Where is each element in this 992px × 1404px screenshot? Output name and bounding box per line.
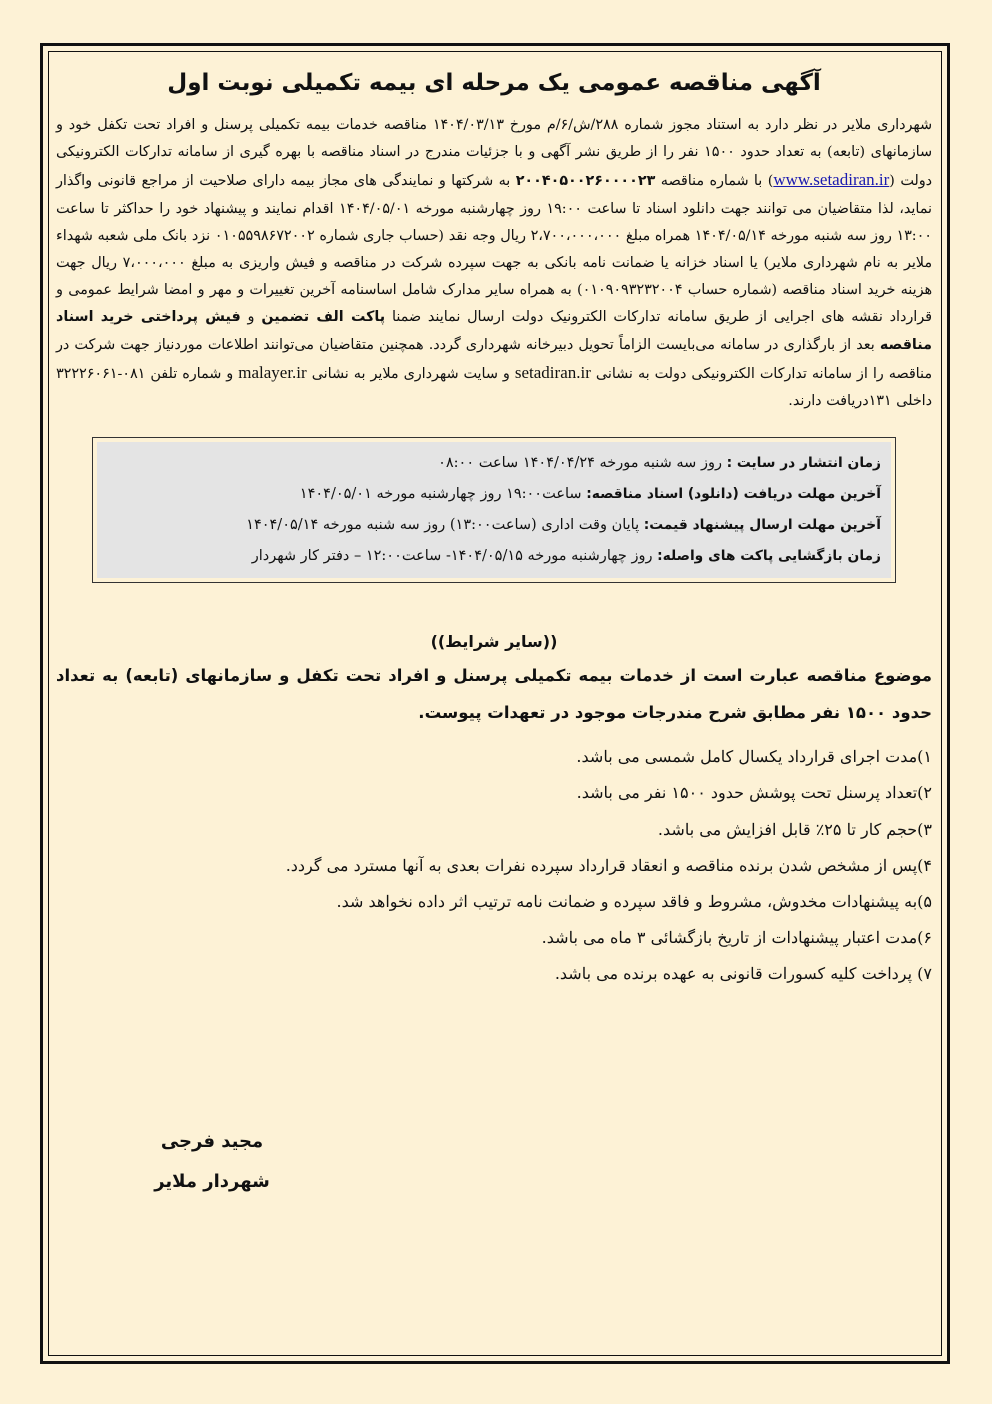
signatory-name: مجید فرجی (160, 1131, 264, 1152)
signature-block (142, 1122, 282, 1202)
schedule-opening (107, 541, 881, 572)
schedule-box (92, 437, 896, 583)
docs-deadline-value: ساعت۱۹:۰۰ روز چهارشنبه مورخه ۱۴۰۴/۰۵/۰۱ (299, 486, 587, 503)
notice-body (56, 112, 932, 415)
conditions-title: ((سایر شرایط)) (430, 632, 558, 652)
bid-deadline-value: پایان وقت اداری (ساعت۱۳:۰۰) روز سه شنبه مورخه ۱۴۰۴/۰۵/۱۴ (246, 517, 644, 534)
tender-subject: موضوع مناقصه عبارت است از خدمات بیمه تکمیلی پرسنل و افراد تحت تکفل و سازمانهای (تابعه) به تعداد حدود ۱۵۰۰ نفر مطابق شرح مندرجات موجود در تعهدات پیوست. (56, 666, 932, 723)
docs-deadline-label: آخرین مهلت دریافت (دانلود) اسناد مناقصه: (586, 486, 881, 503)
malayer-site: malayer.ir (238, 362, 307, 382)
conditions-list (56, 739, 932, 992)
setadiran-link[interactable]: www.setadiran.ir (773, 170, 890, 190)
signatory-position: شهردار ملایر (154, 1171, 270, 1192)
publish-value: روز سه شنبه مورخه ۱۴۰۴/۰۴/۲۴ ساعت ۰۸:۰۰ (438, 455, 727, 472)
packet-a-label: پاکت الف تضمین (261, 309, 386, 326)
body-text-3: به شرکتها و نمایندگی های مجاز بیمه دارای صلاحیت از مراجع قانونی واگذار نماید، لذا متقاضیان می توانند جهت دانلود اسناد تا ساعت ۱۹:۰۰ روز چهارشنبه مورخه ۱۴۰۴/۰۵/۰۱ اقدام نمایند و پیشنهاد خود را حداکثر تا ساعت ۱۳:۰۰ روز سه شنبه مورخه ۱۴۰۴/۰۵/۱۴ همراه مبلغ ۲،۷۰۰،۰۰۰،۰۰۰ ریال وجه نقد (حساب جاری شماره ۰۱۰۵۵۹۸۶۷۲۰۰۲ نزد بانک ملی شعبه شهداء ملایر به نام شهرداری ملایر) یا اسناد خزانه یا ضمانت نامه بانکی به جهت سپرده شرکت در مناقصه و فیش واریزی به مبلغ ۷،۰۰۰،۰۰۰ ریال جهت هزینه خرید اسناد مناقصه (شماره حساب ۰۱۰۹۰۹۳۲۳۲۰۰۴) به همراه سایر مدارک شامل اساسنامه آخرین تغییرات و مهر و امضا شرایط عمومی و قرارداد نقشه های اجرایی از طریق سامانه تدارکات الکترونیک دولت ارسال نمایند ضمنا (56, 173, 932, 326)
opening-value: روز چهارشنبه مورخه ۱۴۰۴/۰۵/۱۵- ساعت۱۲:۰۰ – دفتر کار شهردار (251, 548, 658, 565)
tender-number: ۲۰۰۴۰۵۰۰۲۶۰۰۰۰۲۳ (515, 173, 656, 190)
condition-item: ۳)حجم کار تا ۲۵٪ قابل افزایش می باشد. (657, 819, 932, 839)
condition-item: ۷) پرداخت کلیه کسورات قانونی به عهده برنده می باشد. (554, 964, 932, 984)
schedule-publish (107, 448, 881, 479)
body-text-6: و شماره تلفن ۰۸۱-۳۲۲۲۶۰۶۱ داخلی ۱۳۱دریافت دارند. (56, 365, 932, 410)
notice-title: آگهی مناقصه عمومی یک مرحله ای بیمه تکمیلی نوبت اول (167, 70, 821, 96)
receipt-label: فیش پرداختی خرید اسناد مناقصه (56, 309, 932, 353)
bid-deadline-label: آخرین مهلت ارسال پیشنهاد قیمت: (643, 517, 881, 534)
body-text-5: و سایت شهرداری ملایر به نشانی (306, 365, 515, 382)
body-text-4: بعد از بارگذاری در سامانه می‌بایست الزاماً تحویل دبیرخانه شهرداری گردد. همچنین متقاضیان می‌توانند اطلاعات موردنیاز جهت شرکت در مناقصه را از سامانه تدارکات الکترونیکی دولت به نشانی (56, 336, 932, 382)
condition-item: ۲)تعداد پرسنل تحت پوشش حدود ۱۵۰۰ نفر می باشد. (576, 783, 932, 803)
body-text-2: ) با شماره مناقصه (655, 173, 774, 190)
condition-item: ۵)به پیشنهادات مخدوش، مشروط و فاقد سپرده و ضمانت نامه ترتیب اثر داده نخواهد شد. (336, 892, 932, 912)
schedule-bid-deadline (107, 510, 881, 541)
publish-label: زمان انتشار در سایت : (726, 455, 881, 472)
notice-content (56, 66, 932, 993)
setadiran-site: setadiran.ir (514, 362, 591, 382)
body-text-and: و (240, 309, 262, 326)
schedule-panel (97, 442, 891, 578)
condition-item: ۶)مدت اعتبار پیشنهادات از تاریخ بازگشائی ۳ ماه می باشد. (541, 928, 932, 948)
body-text-1: شهرداری ملایر در نظر دارد به استناد مجوز شماره ۲۸۸/ش/۶/م مورخ ۱۴۰۴/۰۳/۱۳ مناقصه خدمات بیمه تکمیلی پرسنل و افراد تحت تکفل خود و سازمانهای (تابعه) به تعداد حدود ۱۵۰۰ نفر را از طریق نشر آگهی و با جزئیات مندرج در اسناد مناقصه با بهره گیری از سامانه تدارکات الکترونیکی دولت ( (56, 117, 933, 190)
opening-label: زمان بازگشایی پاکت های واصله: (657, 548, 881, 565)
schedule-docs-deadline (107, 479, 881, 510)
condition-item: ۱)مدت اجرای قرارداد یکسال کامل شمسی می باشد. (576, 747, 932, 767)
condition-item: ۴)پس از مشخص شدن برنده مناقصه و انعقاد قرارداد سپرده نفرات بعدی به آنها مسترد می گردد. (285, 855, 932, 875)
